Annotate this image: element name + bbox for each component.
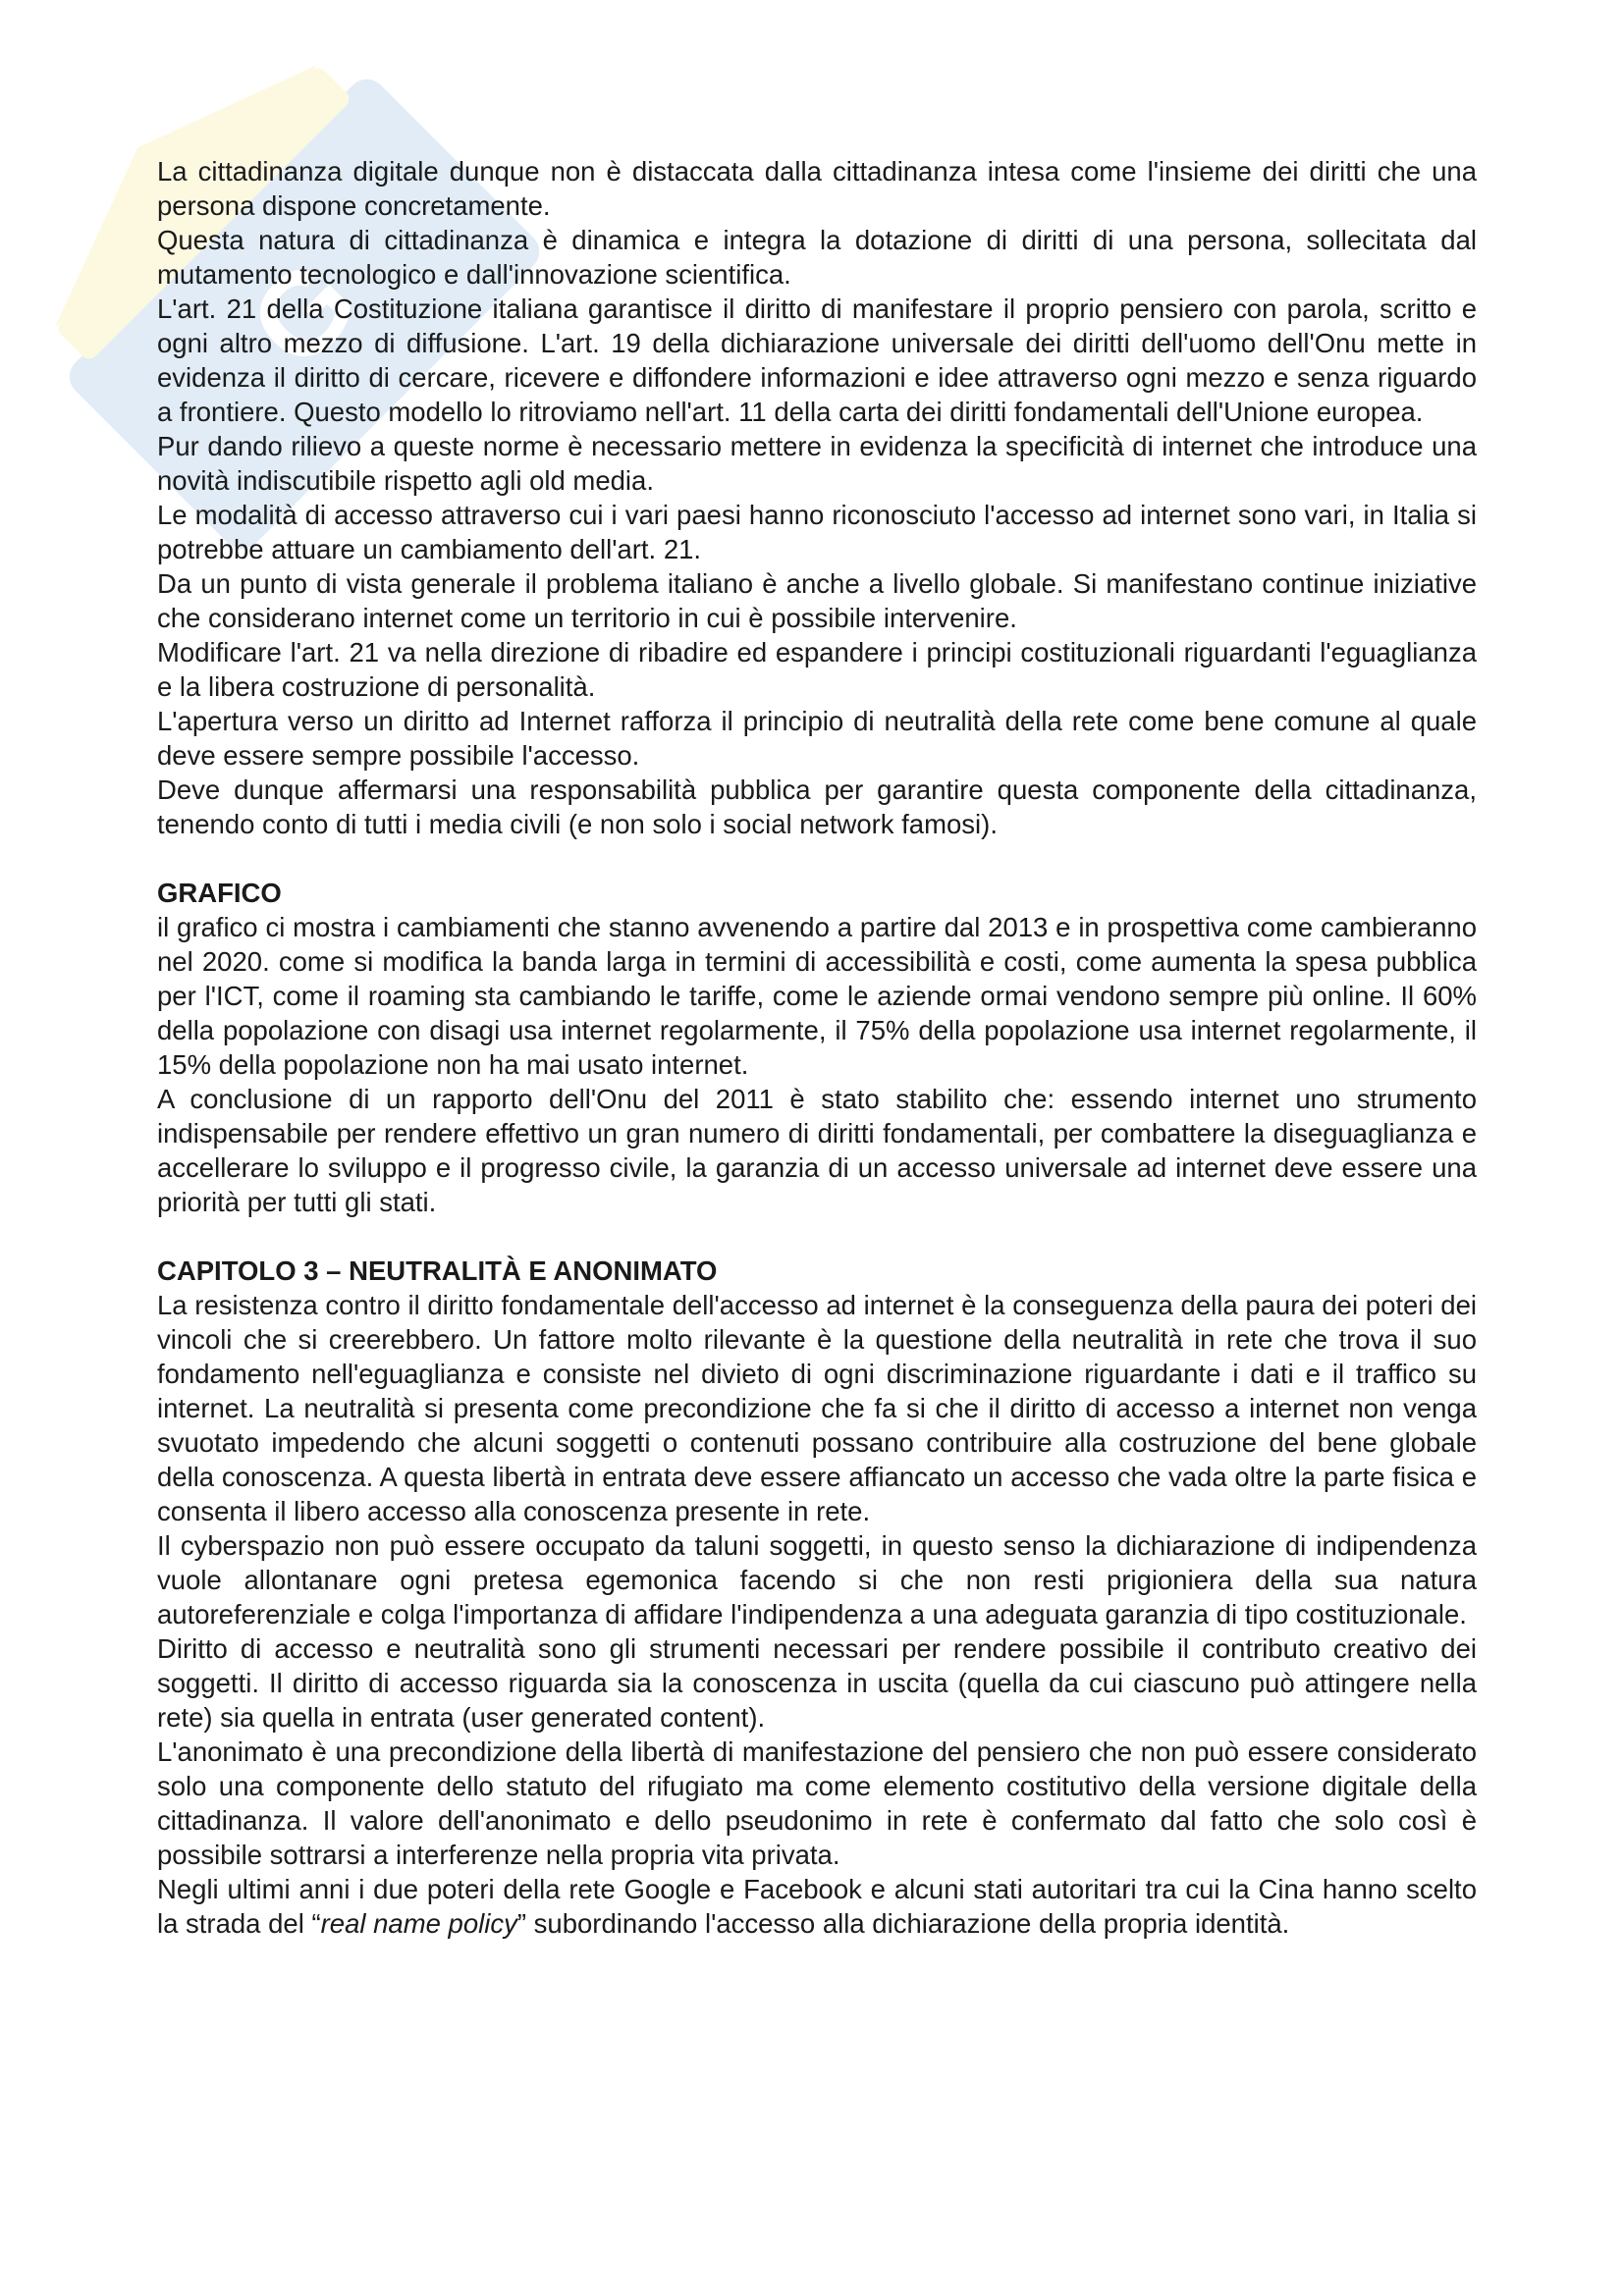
paragraph: A conclusione di un rapporto dell'Onu del 2011 è stato stabilito che: essendo internet uno strumento indispensabile per rendere effettivo un gran numero di diritti fondamentali, per combattere la diseguaglianza e accellerare lo sviluppo e il progresso civile, la garanzia di un accesso universale ad internet deve essere una priorità per tutti gli stati. [157,1084,1477,1217]
paragraph: Le modalità di accesso attraverso cui i vari paesi hanno riconosciuto l'accesso ad internet sono vari, in Italia si potrebbe attuare un cambiamento dell'art. 21. [157,500,1477,564]
paragraph: il grafico ci mostra i cambiamenti che stanno avvenendo a partire dal 2013 e in prospettiva come cambieranno nel 2020. come si modifica la banda larga in termini di accessibilità e costi, come aumenta la spesa pubblica per l'ICT, come il roaming sta cambiando le tariffe, come le aziende ormai vendono sempre più online. Il 60% della popolazione con disagi usa internet regolarmente, il 75% della popolazione usa internet regolarmente, il 15% della popolazione non ha mai usato internet. [157,912,1477,1080]
text-run: ” subordinando l'accesso alla dichiarazione della propria identità. [516,1908,1290,1939]
paragraph: Deve dunque affermarsi una responsabilità pubblica per garantire questa componente della cittadinanza, tenendo conto di tutti i media civili (e non solo i social network famosi). [157,774,1477,839]
spacer [157,841,1477,876]
paragraph: L'art. 21 della Costituzione italiana garantisce il diritto di manifestare il proprio pensiero con parola, scritto e ogni altro mezzo di diffusione. L'art. 19 della dichiarazione universale dei diritti dell'uomo dell'Onu mette in evidenza il diritto di cercare, ricevere e diffondere informazioni e idee attraverso ogni mezzo e senza riguardo a frontiere. Questo modello lo ritroviamo nell'art. 11 della carta dei diritti fondamentali dell'Unione europea. [157,294,1477,427]
paragraph-last [157,1872,1477,1941]
section-heading-grafico: GRAFICO [157,878,282,908]
paragraph: L'apertura verso un diritto ad Internet rafforza il principio di neutralità della rete come bene comune al quale deve essere sempre possibile l'accesso. [157,706,1477,771]
paragraph: La cittadinanza digitale dunque non è distaccata dalla cittadinanza intesa come l'insieme dei diritti che una persona dispone concretamente. [157,156,1477,221]
section-heading-capitolo-3: CAPITOLO 3 – NEUTRALITÀ E ANONIMATO [157,1255,718,1286]
paragraph: Da un punto di vista generale il problema italiano è anche a livello globale. Si manifestano continue iniziative che considerano internet come un territorio in cui è possibile intervenire. [157,568,1477,633]
text-run: Negli ultimi anni i due poteri della rete Google e Facebook e alcuni stati autoritari tra cui la Cina hanno scelto la strada del “ [157,1874,1477,1939]
paragraph: La resistenza contro il diritto fondamentale dell'accesso ad internet è la conseguenza della paura dei poteri dei vincoli che si creerebbero. Un fattore molto rilevante è la questione della neutralità in rete che trova il suo fondamento nell'eguaglianza e consiste nel divieto di ogni discriminazione riguardante i dati e il traffico su internet. La neutralità si presenta come precondizione che fa si che il diritto di accesso a internet non venga svuotato impedendo che alcuni soggetti o contenuti possano contribuire alla costruzione del bene globale della conoscenza. A questa libertà in entrata deve essere affiancato un accesso che vada oltre la parte fisica e consenta il libero accesso alla conoscenza presente in rete. [157,1290,1477,1526]
paragraph: Modificare l'art. 21 va nella direzione di ribadire ed espandere i principi costituzionali riguardanti l'eguaglianza e la libera costruzione di personalità. [157,637,1477,702]
paragraph: Pur dando rilievo a queste norme è necessario mettere in evidenza la specificità di internet che introduce una novità indiscutibile rispetto agli old media. [157,431,1477,496]
paragraph: Il cyberspazio non può essere occupato da taluni soggetti, in questo senso la dichiarazione di indipendenza vuole allontanare ogni pretesa egemonica facendo si che non resti prigioniera della sua natura autoreferenziale e colga l'importanza di affidare l'indipendenza a una adeguata garanzia di tipo costituzionale. [157,1530,1477,1629]
paragraph: Diritto di accesso e neutralità sono gli strumenti necessari per rendere possibile il contributo creativo dei soggetti. Il diritto di accesso riguarda sia la conoscenza in uscita (quella da cui ciascuno può attingere nella rete) sia quella in entrata (user generated content). [157,1633,1477,1733]
paragraph: L'anonimato è una precondizione della libertà di manifestazione del pensiero che non può essere considerato solo una componente dello statuto del rifugiato ma come elemento costitutivo della versione digitale della cittadinanza. Il valore dell'anonimato e dello pseudonimo in rete è confermato dal fatto che solo così è possibile sottrarsi a interferenze nella propria vita privata. [157,1736,1477,1870]
paragraph: Questa natura di cittadinanza è dinamica e integra la dotazione di diritti di una persona, sollecitata dal mutamento tecnologico e dall'innovazione scientifica. [157,225,1477,290]
svg-text:G: G [224,234,383,393]
spacer [157,1219,1477,1254]
document-page [157,154,1477,1941]
italic-term: real name policy [320,1908,517,1939]
